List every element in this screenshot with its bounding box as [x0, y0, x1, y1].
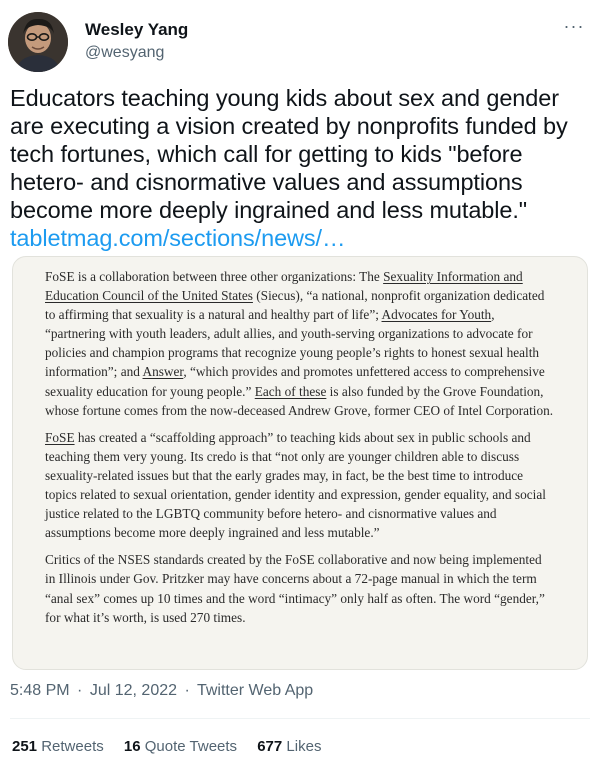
quotes-label: Quote Tweets — [144, 738, 238, 755]
article-text: has created a “scaffolding approach” to teaching kids about sex in public schools and teaching them very young. Its credo is that “not only are younger children able to discuss sexuality-related issues but that the early grades may, in fact, be the best time to introduce topics related to sexual orientation, gender identity and expression, gender equality, and social justice related to the LGBTQ community before hetero- and cisnormative values and assumptions become more deeply ingrained and less mutable.” — [45, 429, 546, 541]
more-options-icon[interactable]: ··· — [563, 16, 585, 36]
article-link-text: Answer — [142, 364, 184, 380]
article-link-text: Advocates for Youth — [381, 307, 492, 323]
divider — [10, 718, 590, 719]
author-name[interactable]: Wesley Yang — [85, 20, 189, 39]
article-text: is also funded by the Grove Foundation, whose fortune comes from the now-deceased Andrew Grove, former CEO of Intel Corporation. — [45, 383, 554, 418]
tweet-body: Educators teaching young kids about sex and gender are executing a vision created by nonprofits funded by tech fortunes, which call for getting to kids "before hetero- and cisnormative values and assumptions become more deeply ingrained and less mutable." — [10, 85, 568, 223]
article-excerpt — [45, 267, 555, 635]
article-text: , “partnering with youth leaders, adult allies, and youth-serving organizations to advocate for policies and champion programs that recognize young people’s rights to honest sexual health information”; and — [45, 307, 540, 380]
article-text: FoSE is a collaboration between three other organizations: The — [45, 269, 384, 284]
avatar-portrait-icon — [8, 12, 68, 72]
tweet-stats — [12, 738, 337, 755]
article-text: (Siecus), “a national, nonprofit organization dedicated to affirming that sexuality is a natural and healthy part of life”; — [45, 288, 545, 323]
quotes-count: 16 — [123, 738, 141, 755]
tweet-media-image[interactable] — [12, 256, 588, 670]
retweets-count: 251 — [12, 738, 38, 755]
retweets-stat[interactable] — [12, 738, 104, 755]
tweet-date[interactable]: Jul 12, 2022 — [89, 682, 178, 699]
quote-tweets-stat[interactable] — [124, 738, 237, 755]
avatar[interactable] — [8, 12, 68, 72]
article-link-text: Each of these — [254, 383, 327, 399]
article-text: , “which provides and promotes unfettered access to comprehensive sexuality education for young people.” — [45, 364, 545, 399]
article-link-text: FoSE — [45, 429, 75, 445]
author-handle[interactable]: @wesyang — [85, 44, 165, 61]
article-paragraph-1 — [45, 267, 555, 420]
tweet-header — [8, 12, 592, 72]
tweet-meta — [10, 682, 316, 700]
tweet-time[interactable]: 5:48 PM — [10, 682, 70, 699]
tweet-link[interactable]: tabletmag.com/sections/news/… — [10, 225, 346, 251]
article-paragraph-3 — [45, 550, 555, 626]
tweet-text — [10, 84, 590, 252]
meta-separator: · — [77, 682, 83, 699]
tweet-source[interactable]: Twitter Web App — [196, 682, 314, 699]
article-paragraph-2 — [45, 428, 555, 543]
article-link-text: Sexuality Information and Education Council of the United States — [45, 269, 523, 304]
likes-count: 677 — [257, 738, 283, 755]
meta-separator: · — [184, 682, 190, 699]
article-text: Critics of the NSES standards created by the FoSE collaborative and now being implemented in Illinois under Gov. Pritzker may have concerns about a 72-page manual in which the term “anal sex” comes up 10 times and the word “intimacy” only half as often. The word “gender,” for what it’s worth, is used 270 times. — [45, 552, 545, 625]
likes-stat[interactable] — [257, 738, 321, 755]
likes-label: Likes — [286, 738, 322, 755]
retweets-label: Retweets — [41, 738, 104, 755]
